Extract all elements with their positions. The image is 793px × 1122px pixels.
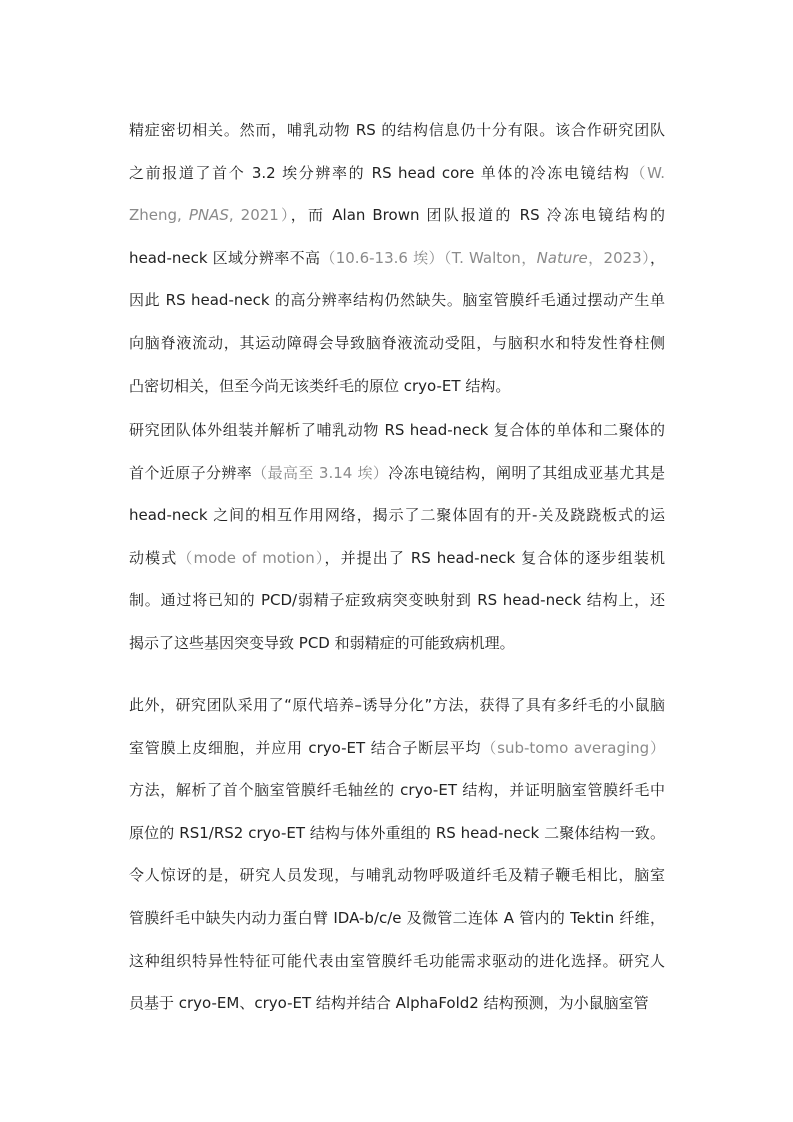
citation-text: PNAS [188,206,229,225]
body-text: 令人惊讶的是，研究人员发现，与哺乳动物呼吸道纤毛及精子鞭毛相比，脑室 [129,866,665,885]
body-text: 凸密切相关，但至今尚无该类纤毛的原位 cryo-ET 结构。 [129,376,511,395]
citation-text: ，2023） [587,248,650,267]
citation-text: （10.6-13.6 埃）（T. Walton， [320,248,537,267]
text-line [129,823,665,843]
body-text: ， [649,248,665,267]
body-text: ，并提出了 RS head-neck 复合体的逐步组装机 [324,548,665,567]
text-line [129,290,665,310]
text-line [129,780,665,800]
body-text: 制。通过将已知的 PCD/弱精子症致病突变映射到 RS head-neck 结构上，还 [129,591,665,610]
text-line [129,333,665,353]
citation-text: Nature [536,248,588,267]
body-text: 之前报道了首个 3.2 埃分辨率的 RS head core 单体的冷冻电镜结构 [129,163,631,182]
body-text: 方法，解析了首个脑室管膜纤毛轴丝的 cryo-ET 结构，并证明脑室管膜纤毛中 [129,781,665,800]
body-text: 原位的 RS1/RS2 cryo-ET 结构与体外重组的 RS head-neck 二聚体结构一致。 [129,823,665,842]
body-text: ，而 Alan Brown 团队报道的 RS 冷冻电镜结构的 [290,206,665,225]
text-line [129,695,665,715]
text-line [129,633,665,653]
text-line [129,205,665,225]
body-text: 这种组织特异性特征可能代表由室管膜纤毛功能需求驱动的进化选择。研究人 [129,951,665,970]
body-text: 室管膜上皮细胞，并应用 cryo-ET 结合子断层平均 [129,738,482,757]
body-text: 研究团队体外组装并解析了哺乳动物 RS head-neck 复合体的单体和二聚体的 [129,421,665,439]
body-text: 揭示了这些基因突变导致 PCD 和弱精症的可能致病机理。 [129,634,515,652]
body-text: 员基于 cryo-EM、cryo-ET 结构并结合 AlphaFold2 结构预测，为小鼠脑室管 [129,994,649,1013]
citation-text: （W. [630,163,665,182]
text-line [129,376,665,396]
text-line [129,951,665,971]
text-line [129,993,665,1013]
text-line [129,463,665,483]
citation-text: , 2021） [228,206,291,225]
body-text: 精症密切相关。然而，哺乳动物 RS 的结构信息仍十分有限。该合作研究团队 [129,121,665,139]
text-line [129,548,665,568]
citation-text: （最高至 3.14 埃） [252,463,389,482]
body-text: 因此 RS head-neck 的高分辨率结构仍然缺失。脑室管膜纤毛通过摆动产生单 [129,291,665,310]
body-text: 此外，研究团队采用了“原代培养–诱导分化”方法，获得了具有多纤毛的小鼠脑 [129,696,665,714]
text-line [129,120,665,140]
body-text: 向脑脊液流动，其运动障碍会导致脑脊液流动受阻，与脑积水和特发性脊柱侧 [129,334,665,352]
body-text: 动模式 [129,548,178,567]
body-text: 管膜纤毛中缺失内动力蛋白臂 IDA-b/c/e 及微管二连体 A 管内的 Tektin 纤维， [129,909,665,927]
text-line [129,865,665,885]
text-line [129,248,665,268]
body-text: 首个近原子分辨率 [129,463,253,482]
text-line [129,908,665,928]
text-line [129,505,665,525]
body-text: head-neck 区域分辨率不高 [129,248,321,267]
text-line [129,590,665,610]
citation-text: （mode of motion） [177,548,325,567]
text-line [129,420,665,440]
text-line [129,738,665,758]
citation-text: （sub-tomo averaging） [481,738,665,757]
body-text: 冷冻电镜结构，阐明了其组成亚基尤其是 [388,463,665,482]
citation-text: Zheng, [129,206,189,225]
text-line [129,163,665,183]
body-text: head-neck 之间的相互作用网络，揭示了二聚体固有的开-关及跷跷板式的运 [129,506,665,525]
